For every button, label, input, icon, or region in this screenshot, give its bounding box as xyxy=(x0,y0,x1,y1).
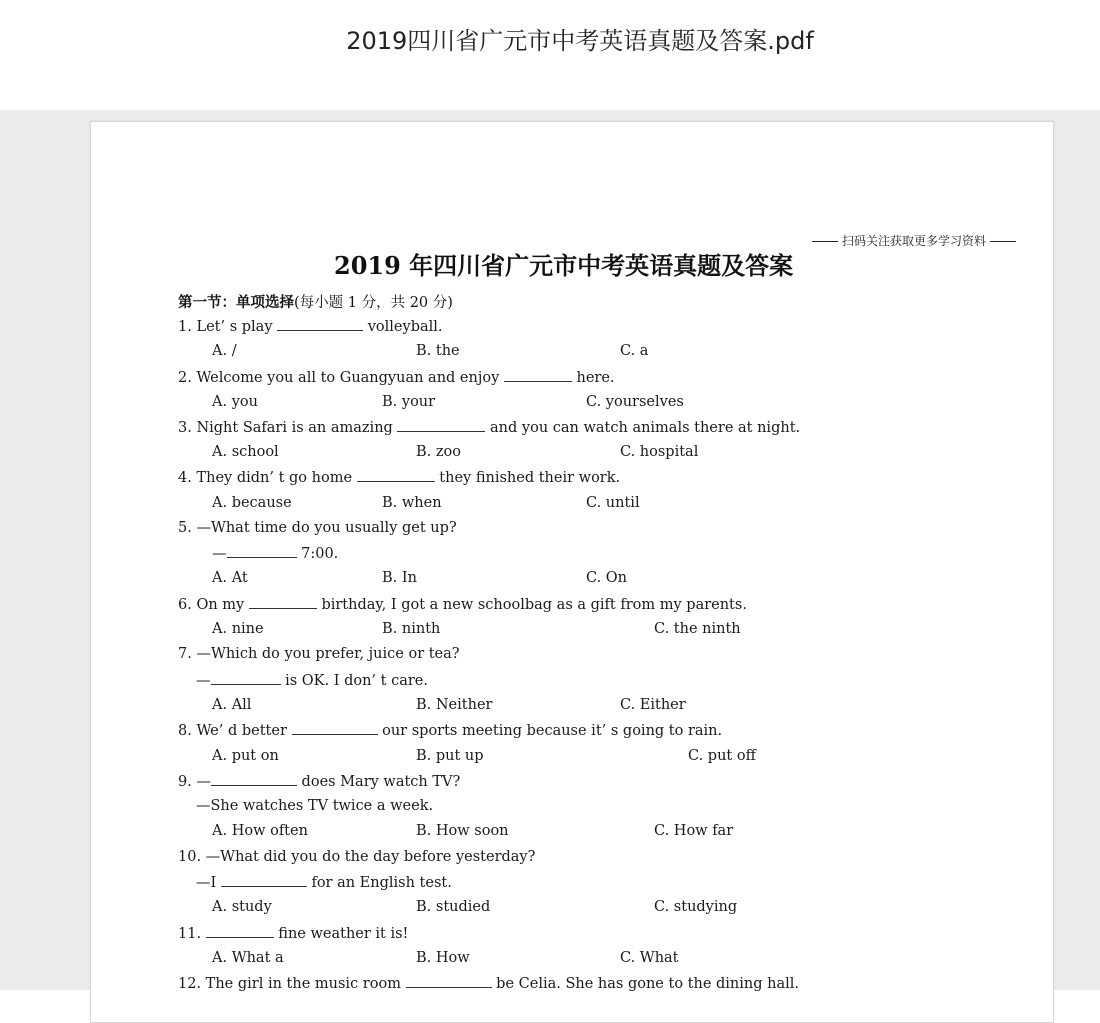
answer-blank xyxy=(211,773,297,786)
option-c: C. How far xyxy=(654,823,734,839)
question-7: 7. —Which do you prefer, juice or tea? xyxy=(178,646,460,662)
question-text: fine weather it is! xyxy=(273,926,409,942)
question-10: 10. —What did you do the day before yesterday? xyxy=(178,849,536,865)
promo-dash-right xyxy=(990,241,1016,242)
question-9 xyxy=(178,773,460,790)
question-7-reply xyxy=(196,672,428,689)
option-b: B. your xyxy=(382,394,436,410)
file-title: 2019四川省广元市中考英语真题及答案.pdf xyxy=(346,27,814,55)
answer-blank xyxy=(357,469,435,482)
question-text: 4. They didn’ t go home xyxy=(178,470,357,486)
question-text: —I xyxy=(196,875,221,891)
option-c: C. What xyxy=(620,950,679,966)
option-c: C. hospital xyxy=(620,444,699,460)
section-heading-strong: 第一节：单项选择 xyxy=(178,294,294,311)
question-12 xyxy=(178,975,799,992)
question-text: 12. The girl in the music room xyxy=(178,976,406,992)
question-text: here. xyxy=(571,370,615,386)
question-text: 3. Night Safari is an amazing xyxy=(178,420,398,436)
question-3 xyxy=(178,419,800,436)
question-10-reply xyxy=(196,874,452,891)
question-5: 5. —What time do you usually get up? xyxy=(178,520,457,536)
document-title: 2019 年四川省广元市中考英语真题及答案 xyxy=(334,251,794,280)
section-heading-note: (每小题 1 分，共 20 分) xyxy=(294,295,453,311)
question-text: our sports meeting because it’ s going to rain. xyxy=(377,723,723,739)
answer-blank xyxy=(277,318,363,331)
option-c: C. yourselves xyxy=(586,394,684,410)
option-a: A. you xyxy=(212,394,258,410)
option-c: C. the ninth xyxy=(654,621,741,637)
answer-blank xyxy=(221,874,307,887)
option-c: C. studying xyxy=(654,899,738,915)
question-text: for an English test. xyxy=(306,875,452,891)
answer-blank xyxy=(249,596,317,609)
option-b: B. How xyxy=(416,950,470,966)
title-bar xyxy=(0,0,1100,110)
question-text: 8. We’ d better xyxy=(178,723,292,739)
question-text: is OK. I don’ t care. xyxy=(280,673,428,689)
option-c: C. until xyxy=(586,495,640,511)
option-a: A. study xyxy=(212,899,272,915)
answer-blank xyxy=(211,672,281,685)
option-a: A. / xyxy=(212,343,237,359)
option-c: C. a xyxy=(620,343,649,359)
option-b: B. ninth xyxy=(382,621,441,637)
question-11 xyxy=(178,925,408,942)
question-text: be Celia. She has gone to the dining hall. xyxy=(491,976,800,992)
option-a: A. because xyxy=(212,495,292,511)
answer-blank xyxy=(292,722,378,735)
option-c: C. On xyxy=(586,570,628,586)
option-c: C. put off xyxy=(688,748,756,764)
option-c: C. Either xyxy=(620,697,686,713)
option-a: A. All xyxy=(212,697,252,713)
question-text: 11. xyxy=(178,926,206,942)
option-a: A. nine xyxy=(212,621,264,637)
option-a: A. What a xyxy=(212,950,284,966)
promo-text: 扫码关注获取更多学习资料 xyxy=(842,234,987,248)
answer-blank xyxy=(206,925,274,938)
question-text: and you can watch animals there at night. xyxy=(485,420,801,436)
option-b: B. How soon xyxy=(416,823,509,839)
question-6 xyxy=(178,596,747,613)
option-b: B. the xyxy=(416,343,460,359)
promo-dash-left xyxy=(812,241,838,242)
question-text: — xyxy=(196,673,211,689)
question-text: volleyball. xyxy=(363,319,443,335)
answer-blank xyxy=(227,545,297,558)
question-9-reply: —She watches TV twice a week. xyxy=(196,798,434,814)
question-4 xyxy=(178,469,620,486)
option-a: A. At xyxy=(212,570,248,586)
question-8 xyxy=(178,722,722,739)
option-b: B. zoo xyxy=(416,444,461,460)
section-heading xyxy=(178,291,453,312)
question-5-reply xyxy=(212,545,338,562)
option-b: B. In xyxy=(382,570,417,586)
answer-blank xyxy=(397,419,485,432)
question-text: 1. Let’ s play xyxy=(178,319,278,335)
answer-blank xyxy=(406,975,492,988)
question-text: 6. On my xyxy=(178,597,249,613)
question-text: 2. Welcome you all to Guangyuan and enjoy xyxy=(178,370,504,386)
question-1 xyxy=(178,318,443,335)
question-text: birthday, I got a new schoolbag as a gift from my parents. xyxy=(316,597,747,613)
option-a: A. school xyxy=(212,444,279,460)
question-text: does Mary watch TV? xyxy=(296,774,461,790)
option-a: A. How often xyxy=(212,823,308,839)
question-text: 7:00. xyxy=(296,546,339,562)
answer-blank xyxy=(504,369,572,382)
question-text: — xyxy=(212,546,227,562)
option-b: B. when xyxy=(382,495,442,511)
question-2 xyxy=(178,369,615,386)
option-b: B. Neither xyxy=(416,697,493,713)
question-text: they finished their work. xyxy=(434,470,621,486)
question-text: 9. — xyxy=(178,774,211,790)
option-a: A. put on xyxy=(212,748,279,764)
option-b: B. put up xyxy=(416,748,484,764)
option-b: B. studied xyxy=(416,899,491,915)
